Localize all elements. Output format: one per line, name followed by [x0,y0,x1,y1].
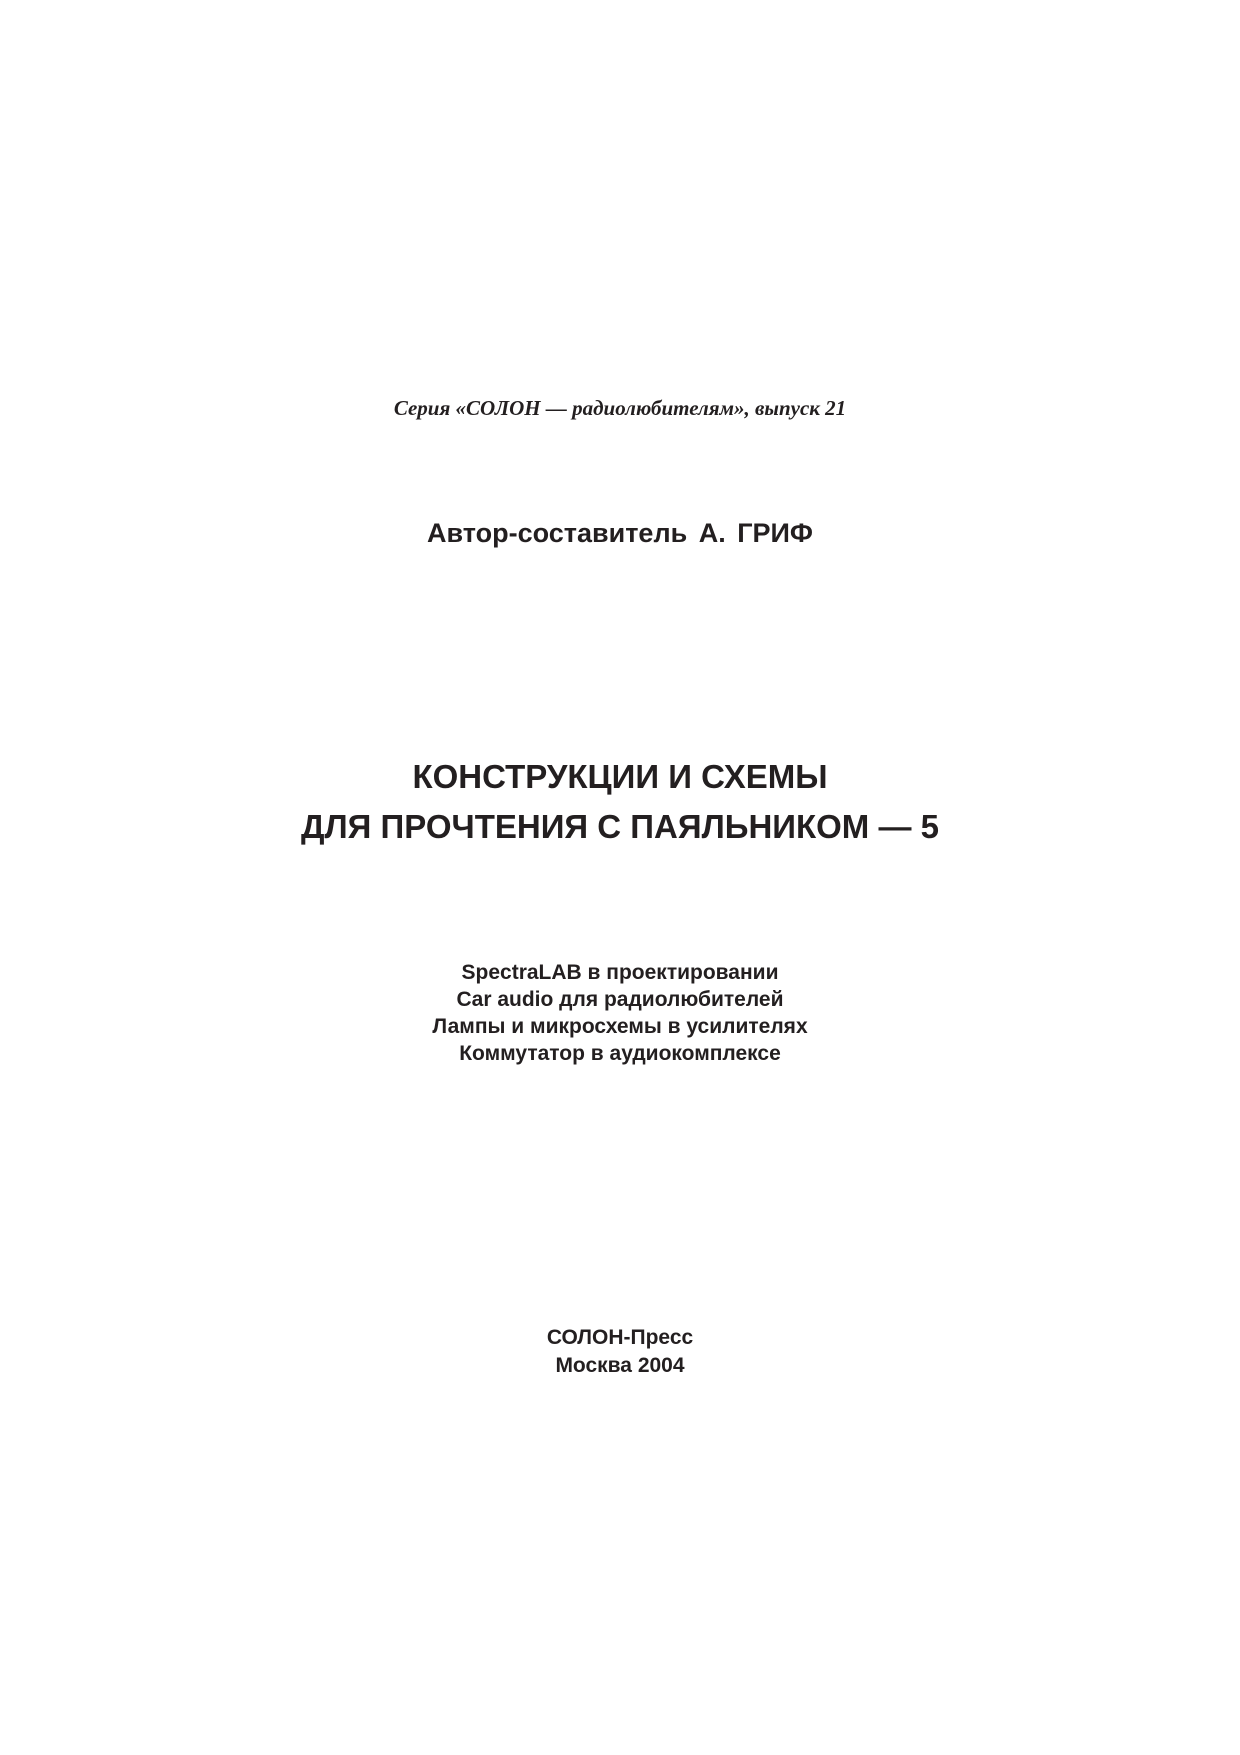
topic-item: Лампы и микросхемы в усилителях [432,1015,808,1038]
publisher-city-year: Москва 2004 [555,1354,685,1377]
topic-item: Коммутатор в аудиокомплексе [459,1042,781,1065]
topic-item: SpectraLAB в проектировании [461,961,779,984]
topic-item: Car audio для радиолюбителей [456,988,784,1011]
publisher-block [0,1324,1240,1380]
book-title-line-1: КОНСТРУКЦИИ И СХЕМЫ [412,758,828,795]
publisher-name: СОЛОН-Пресс [546,1326,694,1349]
book-title [0,752,1240,852]
book-title-line-2: ДЛЯ ПРОЧТЕНИЯ С ПАЯЛЬНИКОМ — 5 [301,808,939,845]
series-line: Серия «СОЛОН — радиолюбителям», выпуск 21 [393,396,847,420]
topics-list [0,959,1240,1067]
author-line: Автор-составитель А. ГРИФ [427,518,813,548]
